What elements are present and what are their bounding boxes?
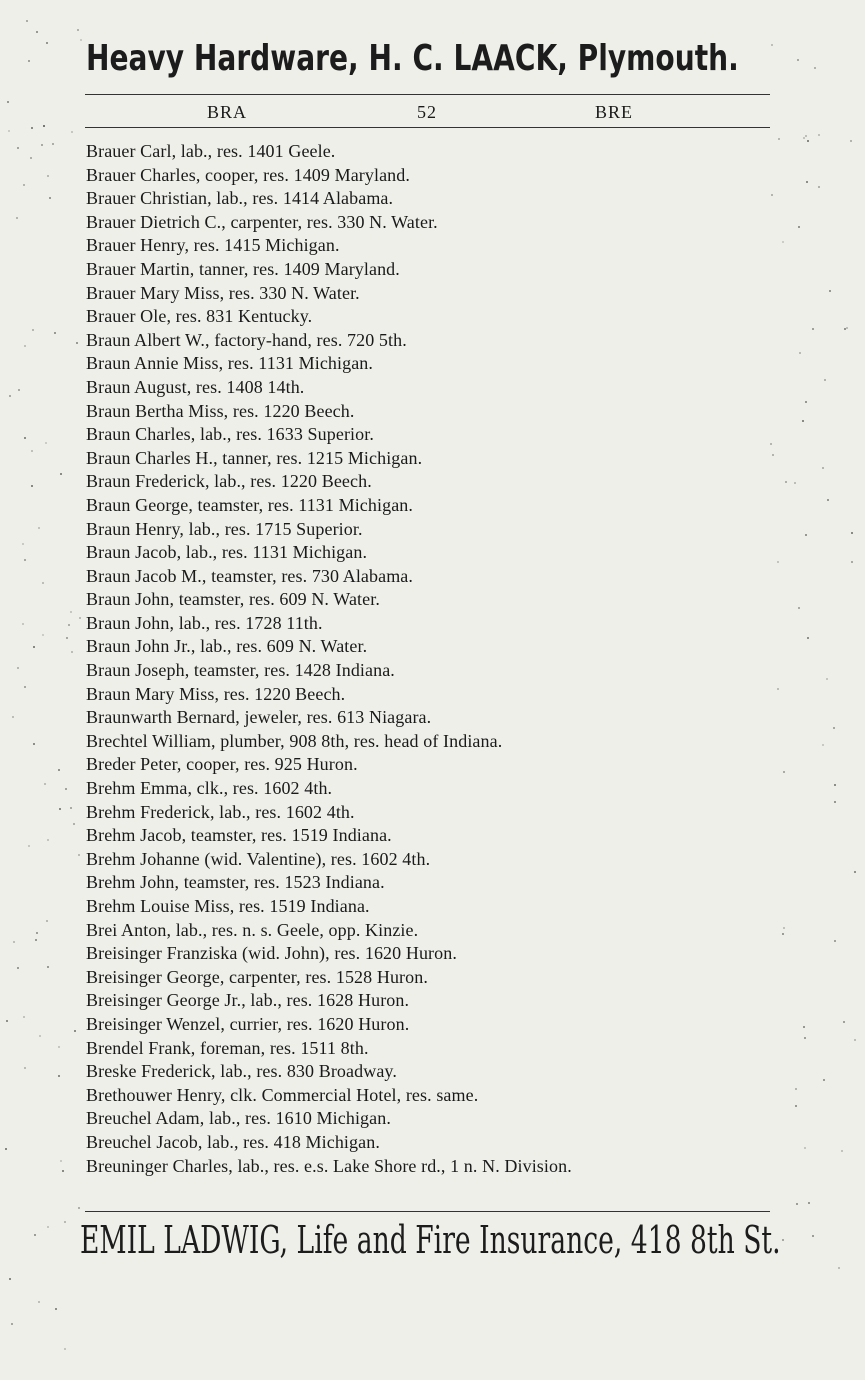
speck xyxy=(22,623,24,625)
speck xyxy=(806,181,808,183)
speck xyxy=(30,157,32,159)
speck xyxy=(70,807,72,809)
speck xyxy=(60,1160,62,1162)
speck xyxy=(8,130,10,132)
speck xyxy=(851,532,853,534)
speck xyxy=(36,31,38,33)
speck xyxy=(77,29,79,31)
speck xyxy=(854,871,856,873)
speck xyxy=(834,784,836,786)
directory-entry: Breuchel Adam, lab., res. 1610 Michigan. xyxy=(86,1108,391,1129)
speck xyxy=(35,939,37,941)
speck xyxy=(46,42,48,44)
speck xyxy=(805,401,807,403)
speck xyxy=(841,1150,843,1152)
speck xyxy=(32,329,34,331)
directory-entry: Braun Jacob, lab., res. 1131 Michigan. xyxy=(86,542,368,563)
speck xyxy=(68,624,70,626)
speck xyxy=(804,1037,806,1039)
directory-entries xyxy=(86,140,786,1178)
directory-entry: Braun Jacob M., teamster, res. 730 Alabama. xyxy=(86,565,413,586)
speck xyxy=(822,744,824,746)
directory-entry: Brauer Charles, cooper, res. 1409 Maryland. xyxy=(86,164,410,185)
speck xyxy=(805,135,807,137)
directory-entry: Braun Bertha Miss, res. 1220 Beech. xyxy=(86,400,355,421)
speck xyxy=(827,499,829,501)
speck xyxy=(9,1278,11,1280)
directory-entry: Braun Joseph, teamster, res. 1428 Indiana. xyxy=(86,660,395,681)
directory-entry: Braun Mary Miss, res. 1220 Beech. xyxy=(86,683,346,704)
speck xyxy=(24,559,26,561)
directory-entry: Brehm John, teamster, res. 1523 Indiana. xyxy=(86,872,385,893)
speck xyxy=(33,743,35,745)
speck xyxy=(808,1202,810,1204)
speck xyxy=(36,932,38,934)
speck xyxy=(785,481,787,483)
running-head-left: BRA xyxy=(207,102,248,122)
speck xyxy=(47,1226,49,1228)
speck xyxy=(74,1030,76,1032)
speck xyxy=(18,389,20,391)
speck xyxy=(64,1221,66,1223)
page-number: 52 xyxy=(417,102,437,122)
speck xyxy=(33,646,35,648)
directory-entry: Brauer Henry, res. 1415 Michigan. xyxy=(86,235,340,256)
directory-entry: Braun John, teamster, res. 609 N. Water. xyxy=(86,589,380,610)
directory-entry: Braun August, res. 1408 14th. xyxy=(86,376,305,397)
speck xyxy=(47,175,49,177)
speck xyxy=(807,140,809,142)
speck xyxy=(23,1016,25,1018)
speck xyxy=(22,543,24,545)
speck xyxy=(65,788,67,790)
directory-entry: Braun George, teamster, res. 1131 Michigan. xyxy=(86,494,413,515)
speck xyxy=(834,801,836,803)
directory-entry: Braun Frederick, lab., res. 1220 Beech. xyxy=(86,471,372,492)
speck xyxy=(818,186,820,188)
speck xyxy=(31,450,33,452)
speck xyxy=(24,437,26,439)
speck xyxy=(66,637,68,639)
speck xyxy=(59,808,61,810)
speck xyxy=(782,241,784,243)
speck xyxy=(797,59,799,61)
speck xyxy=(44,783,46,785)
speck xyxy=(71,651,73,653)
speck xyxy=(60,473,62,475)
speck xyxy=(80,39,82,41)
speck xyxy=(838,1267,840,1269)
speck xyxy=(12,716,14,718)
directory-entry: Braun John Jr., lab., res. 609 N. Water. xyxy=(86,636,368,657)
speck xyxy=(64,1348,66,1350)
directory-entry: Breisinger Franziska (wid. John), res. 1620 Huron. xyxy=(86,943,457,964)
speck xyxy=(843,1021,845,1023)
directory-entry: Brauer Carl, lab., res. 1401 Geele. xyxy=(86,141,336,161)
directory-entry: Brehm Emma, clk., res. 1602 4th. xyxy=(86,778,333,799)
speck xyxy=(58,769,60,771)
directory-entry: Brechtel William, plumber, 908 8th, res. head of Indiana. xyxy=(86,730,503,751)
directory-entry: Braun Annie Miss, res. 1131 Michigan. xyxy=(86,353,374,374)
running-head-right: BRE xyxy=(595,102,634,122)
speck xyxy=(834,940,836,942)
header-rule xyxy=(85,94,770,95)
directory-entry: Brauer Christian, lab., res. 1414 Alabama. xyxy=(86,188,394,209)
speck xyxy=(799,352,801,354)
speck xyxy=(23,184,25,186)
running-head xyxy=(85,100,770,126)
speck xyxy=(38,1301,40,1303)
speck xyxy=(795,1105,797,1107)
speck xyxy=(49,197,51,199)
directory-entry: Breuchel Jacob, lab., res. 418 Michigan. xyxy=(86,1131,380,1152)
directory-entry: Brendel Frank, foreman, res. 1511 8th. xyxy=(86,1037,369,1058)
speck xyxy=(846,327,848,329)
directory-entry: Breisinger George, carpenter, res. 1528 Huron. xyxy=(86,966,428,987)
speck xyxy=(812,1235,814,1237)
directory-entry: Breder Peter, cooper, res. 925 Huron. xyxy=(86,754,358,775)
speck xyxy=(802,420,804,422)
speck xyxy=(76,342,78,344)
speck xyxy=(822,467,824,469)
directory-entry: Brauer Dietrich C., carpenter, res. 330 N. Water. xyxy=(86,211,438,232)
speck xyxy=(55,1308,57,1310)
speck xyxy=(824,379,826,381)
running-head-rule xyxy=(85,127,770,128)
directory-entry: Brauer Martin, tanner, res. 1409 Maryland. xyxy=(86,258,400,279)
speck xyxy=(798,607,800,609)
speck xyxy=(796,1203,798,1205)
speck xyxy=(42,634,44,636)
directory-entry: Breisinger George Jr., lab., res. 1628 Huron. xyxy=(86,990,410,1011)
speck xyxy=(62,1170,64,1172)
speck xyxy=(833,727,835,729)
speck xyxy=(7,101,9,103)
directory-entry: Brehm Jacob, teamster, res. 1519 Indiana. xyxy=(86,825,392,846)
speck xyxy=(17,667,19,669)
directory-entry: Brehm Louise Miss, res. 1519 Indiana. xyxy=(86,896,370,916)
speck xyxy=(47,839,49,841)
directory-entry: Braunwarth Bernard, jeweler, res. 613 Niagara. xyxy=(86,707,432,728)
footer-advertisement: EMIL LADWIG, Life and Fire Insurance, 418 8th St. xyxy=(80,1218,781,1262)
speck xyxy=(52,143,54,145)
directory-entry: Breisinger Wenzel, currier, res. 1620 Huron. xyxy=(86,1013,410,1034)
speck xyxy=(58,1046,60,1048)
speck xyxy=(829,290,831,292)
speck xyxy=(24,1067,26,1069)
directory-entry: Braun Charles H., tanner, res. 1215 Michigan. xyxy=(86,447,423,468)
speck xyxy=(826,678,828,680)
directory-entry: Braun John, lab., res. 1728 11th. xyxy=(86,612,323,633)
speck xyxy=(798,226,800,228)
speck xyxy=(851,561,853,563)
directory-entry: Brehm Frederick, lab., res. 1602 4th. xyxy=(86,801,355,822)
speck xyxy=(28,60,30,62)
speck xyxy=(11,1323,13,1325)
speck xyxy=(41,144,43,146)
directory-entry: Brei Anton, lab., res. n. s. Geele, opp. Kinzie. xyxy=(86,919,419,940)
speck xyxy=(71,131,73,133)
speck xyxy=(5,1148,7,1150)
directory-entry: Brauer Ole, res. 831 Kentucky. xyxy=(86,306,313,327)
speck xyxy=(24,686,26,688)
speck xyxy=(803,137,805,139)
speck xyxy=(58,1075,60,1077)
directory-entry: Braun Charles, lab., res. 1633 Superior. xyxy=(86,424,374,445)
speck xyxy=(782,1239,784,1241)
speck xyxy=(45,442,47,444)
footer-rule xyxy=(85,1211,770,1212)
speck xyxy=(803,1026,805,1028)
directory-entry: Breuninger Charles, lab., res. e.s. Lake Shore rd., 1 n. N. Division. xyxy=(86,1155,572,1176)
speck xyxy=(814,67,816,69)
speck xyxy=(26,20,28,22)
header-advertisement: Heavy Hardware, H. C. LAACK, Plymouth. xyxy=(86,38,739,79)
speck xyxy=(13,941,15,943)
speck xyxy=(6,1020,8,1022)
speck xyxy=(78,854,80,856)
speck xyxy=(42,582,44,584)
speck xyxy=(17,967,19,969)
speck xyxy=(24,345,26,347)
speck xyxy=(38,527,40,529)
speck xyxy=(43,125,45,127)
speck xyxy=(79,617,81,619)
directory-entry: Brehm Johanne (wid. Valentine), res. 1602 4th. xyxy=(86,848,431,869)
speck xyxy=(17,147,19,149)
speck xyxy=(854,1039,856,1041)
speck xyxy=(777,688,779,690)
speck xyxy=(31,127,33,129)
speck xyxy=(73,823,75,825)
speck xyxy=(28,845,30,847)
speck xyxy=(805,534,807,536)
speck xyxy=(31,485,33,487)
speck xyxy=(54,332,56,334)
speck xyxy=(823,1079,825,1081)
speck xyxy=(70,611,72,613)
speck xyxy=(772,454,774,456)
speck xyxy=(9,395,11,397)
speck xyxy=(46,920,48,922)
speck xyxy=(807,637,809,639)
directory-entry: Braun Henry, lab., res. 1715 Superior. xyxy=(86,518,363,539)
speck xyxy=(47,966,49,968)
speck xyxy=(804,1147,806,1149)
speck xyxy=(818,134,820,136)
directory-entry: Breske Frederick, lab., res. 830 Broadway. xyxy=(86,1061,397,1082)
speck xyxy=(795,1088,797,1090)
speck xyxy=(794,482,796,484)
speck xyxy=(34,1234,36,1236)
directory-entry: Brethouwer Henry, clk. Commercial Hotel, res. same. xyxy=(86,1084,479,1105)
directory-entry: Brauer Mary Miss, res. 330 N. Water. xyxy=(86,282,360,303)
speck xyxy=(812,328,814,330)
speck xyxy=(771,44,773,46)
speck xyxy=(850,140,852,142)
speck xyxy=(78,1207,80,1209)
directory-entry: Braun Albert W., factory-hand, res. 720 5th. xyxy=(86,329,407,350)
speck xyxy=(16,217,18,219)
speck xyxy=(39,1035,41,1037)
